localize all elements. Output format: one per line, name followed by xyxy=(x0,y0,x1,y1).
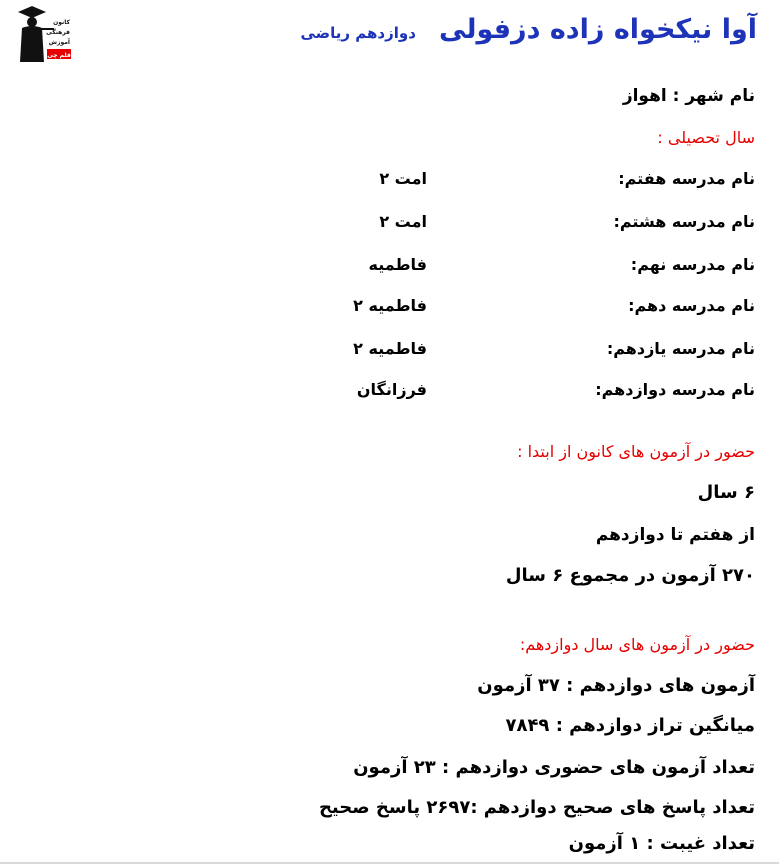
twelfth-exam-count: آزمون های دوازدهم : ۳۷ آزمون xyxy=(477,675,755,696)
student-name: آوا نیکخواه زاده دزفولی xyxy=(439,14,757,45)
school-value: فاطمیه xyxy=(368,255,427,274)
school-value: فاطمیه ۲ xyxy=(353,296,427,315)
school-value: امت ۲ xyxy=(379,169,427,188)
school-row-11 xyxy=(355,339,755,363)
logo-line-2: فرهنگی xyxy=(46,29,70,36)
school-label: نام مدرسه نهم: xyxy=(630,255,755,274)
logo-line-3: آموزش xyxy=(48,39,70,46)
school-label: نام مدرسه هفتم: xyxy=(618,169,755,188)
logo-badge: قلم چی xyxy=(47,52,71,59)
city-line: نام شهر : اهواز xyxy=(622,86,755,106)
page-title xyxy=(300,14,757,45)
school-label: نام مدرسه دهم: xyxy=(628,296,755,315)
twelfth-average-score: میانگین تراز دوازدهم : ۷۸۴۹ xyxy=(505,715,755,736)
school-label: نام مدرسه دوازدهم: xyxy=(595,380,755,399)
logo-line-1: کانون xyxy=(53,19,70,26)
school-label: نام مدرسه یازدهم: xyxy=(606,339,755,358)
attendance-range: از هفتم تا دوازدهم xyxy=(595,525,755,545)
school-row-7 xyxy=(355,169,755,193)
academic-year-heading: سال تحصیلی : xyxy=(657,128,755,147)
twelfth-correct-answers: تعداد پاسخ های صحیح دوازدهم :۲۶۹۷ پاسخ صحیح xyxy=(318,797,755,818)
twelfth-grade-heading: حضور در آزمون های سال دوازدهم: xyxy=(519,635,755,654)
school-row-9 xyxy=(355,255,755,279)
attendance-total: ۲۷۰ آزمون در مجموع ۶ سال xyxy=(505,565,755,586)
school-row-12 xyxy=(355,380,755,404)
attendance-years: ۶ سال xyxy=(697,482,755,503)
twelfth-absences: تعداد غیبت : ۱ آزمون xyxy=(568,833,755,854)
school-label: نام مدرسه هشتم: xyxy=(613,212,755,231)
student-grade: دوازدهم ریاضی xyxy=(300,24,416,42)
school-value: فرزانگان xyxy=(356,380,427,399)
school-row-8 xyxy=(355,212,755,236)
graduate-logo-icon xyxy=(14,4,72,70)
attendance-since-start-heading: حضور در آزمون های کانون از ابتدا : xyxy=(517,442,755,461)
school-value: فاطمیه ۲ xyxy=(353,339,427,358)
school-value: امت ۲ xyxy=(379,212,427,231)
school-row-10 xyxy=(355,296,755,320)
twelfth-in-person-exams: تعداد آزمون های حضوری دوازدهم : ۲۳ آزمون xyxy=(353,757,755,778)
